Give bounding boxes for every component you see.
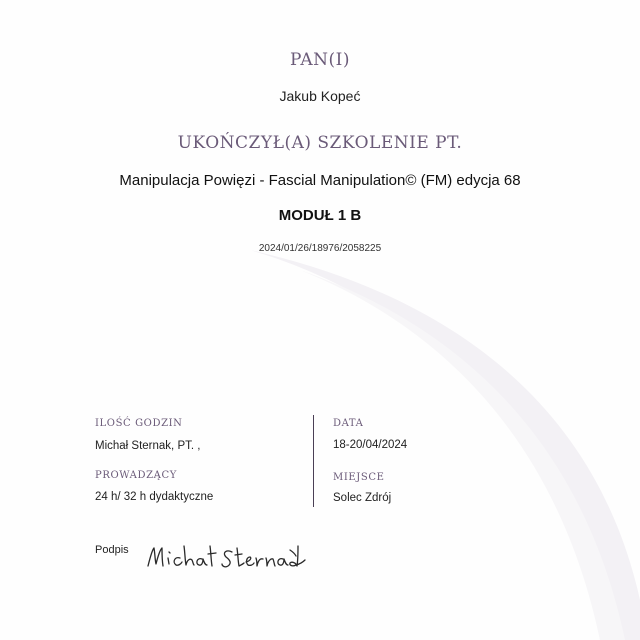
signature-label: Podpis bbox=[95, 544, 129, 556]
instructor-value: 24 h/ 32 h dydaktyczne bbox=[95, 491, 214, 503]
instructor-label: PROWADZĄCY bbox=[95, 470, 177, 481]
hours-value: Michał Sternak, PT. , bbox=[95, 440, 201, 452]
place-value: Solec Zdrój bbox=[333, 492, 392, 504]
hours-label: ILOŚĆ GODZIN bbox=[95, 418, 183, 429]
certificate-number: 2024/01/26/18976/2058225 bbox=[258, 243, 382, 254]
details-divider bbox=[313, 415, 314, 507]
date-value: 18-20/04/2024 bbox=[333, 439, 408, 451]
course-title: Manipulacja Powięzi - Fascial Manipulation© (FM) edycja 68 bbox=[119, 172, 521, 189]
date-label: DATA bbox=[333, 418, 364, 429]
place-label: MIEJSCE bbox=[333, 472, 385, 483]
completed-heading: UKOŃCZYŁ(A) SZKOLENIE PT. bbox=[177, 133, 463, 153]
module-label: MODUŁ 1 B bbox=[278, 207, 362, 224]
title-pan: PAN(I) bbox=[289, 50, 350, 70]
recipient-name: Jakub Kopeć bbox=[279, 88, 361, 104]
handwritten-signature bbox=[140, 538, 310, 578]
